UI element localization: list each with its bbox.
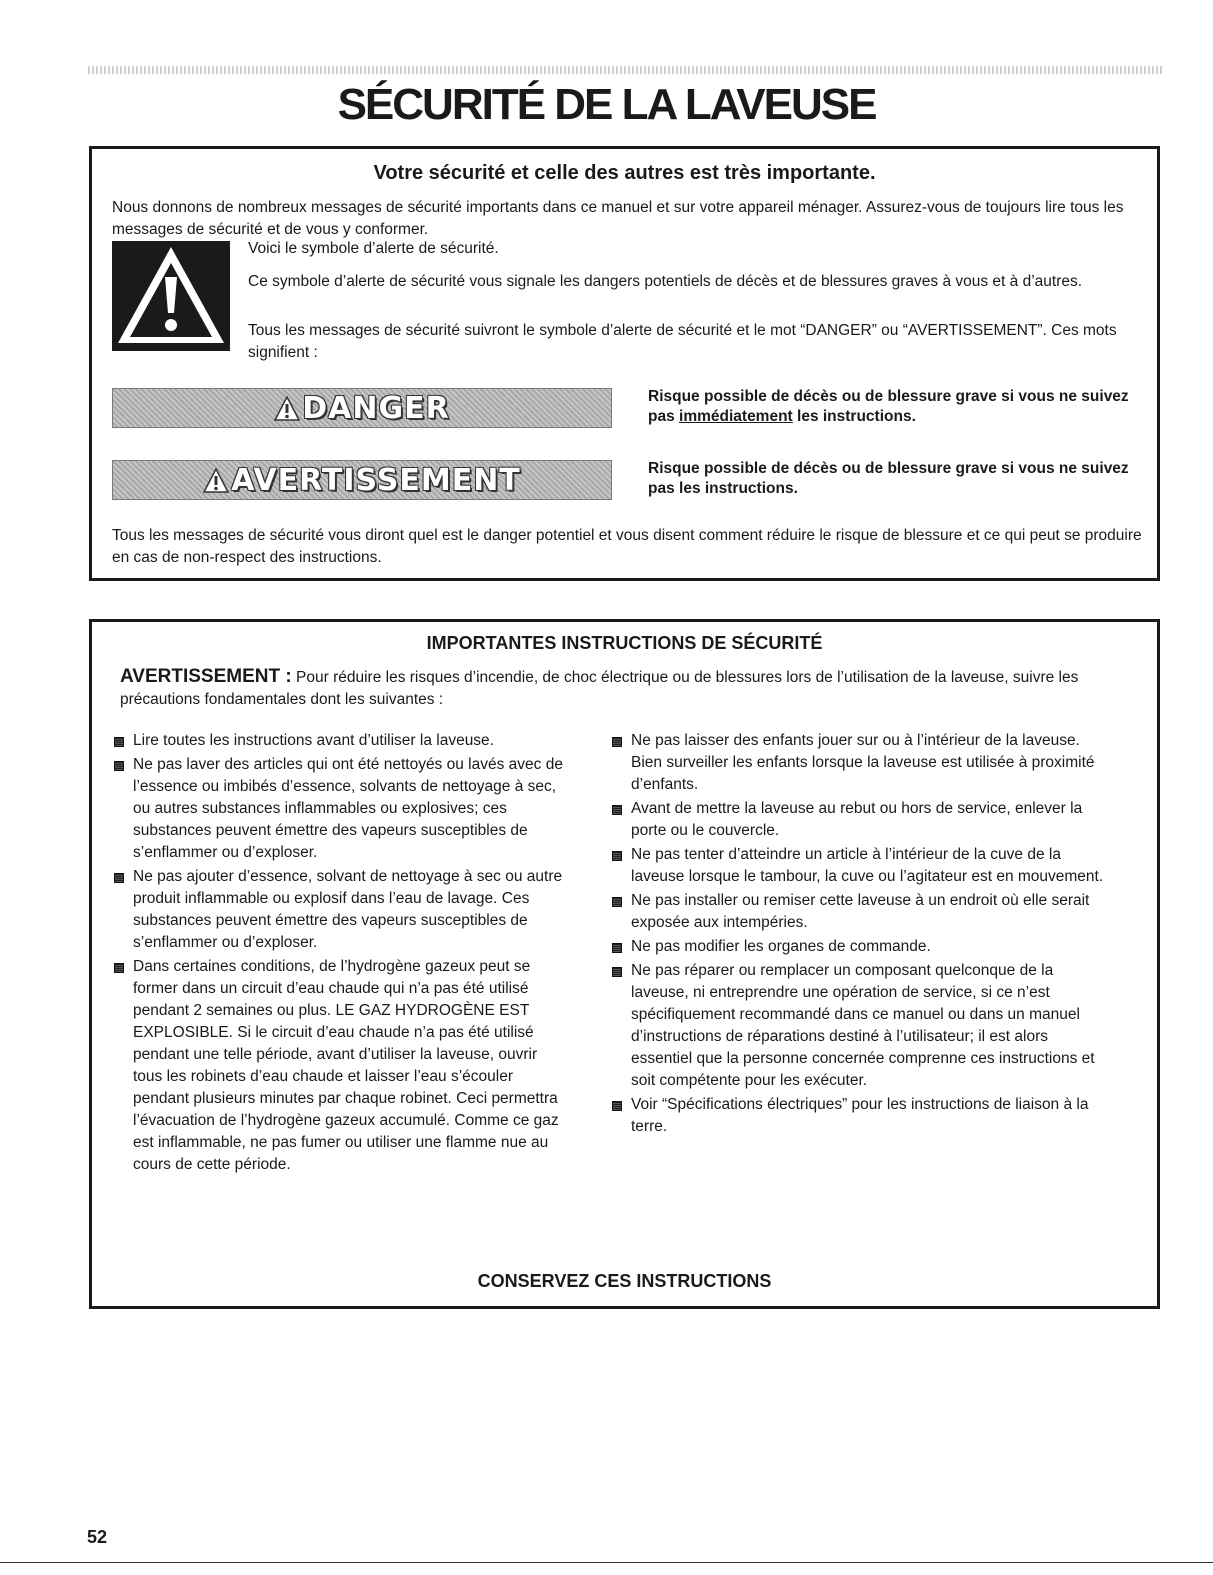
- instructions-left-list: [112, 730, 564, 1178]
- warning-triangle-icon: [203, 468, 229, 494]
- danger-label: DANGER: [302, 390, 450, 426]
- square-bullet-icon: [612, 967, 622, 977]
- list-item: Ne pas laver des articles qui ont été nettoyés ou lavés avec de l’essence ou imbibés d’essence, solvants de nettoyage à sec, ou autres substances inflammables ou explosives; ces substances peuvent émettre des vapeurs susceptibles de s’enflammer ou d’exploser.: [112, 754, 564, 864]
- list-item: Dans certaines conditions, de l’hydrogène gazeux peut se former dans un circuit d’eau chaude qui n’a pas été utilisé pendant 2 semaines ou plus. LE GAZ HYDROGÈNE EST EXPLOSIBLE. Si le circuit d’eau chaude n’a pas été utilisé pendant une telle période, avant d’utiliser la laveuse, ouvrir tous les robinets d’eau chaude et laisser l’eau s’écouler pendant plusieurs minutes par chaque robinet. Ceci permettra l’évacuation de l’hydrogène gazeux accumulé. Comme ce gaz est inflammable, ne pas fumer ou utiliser une flamme nue au cours de cette période.: [112, 956, 564, 1176]
- safety-heading: Votre sécurité et celle des autres est très importante.: [373, 162, 876, 184]
- square-bullet-icon: [612, 737, 622, 747]
- list-item: Ne pas laisser des enfants jouer sur ou à l’intérieur de la laveuse. Bien surveiller les enfants lorsque la laveuse est utilisée à proximité d’enfants.: [610, 730, 1110, 796]
- warning-label: AVERTISSEMENT: [231, 462, 521, 498]
- instructions-heading: IMPORTANTES INSTRUCTIONS DE SÉCURITÉ: [426, 633, 823, 653]
- safety-alert-symbol: [112, 241, 230, 351]
- header-rule: [88, 66, 1164, 74]
- warning-triangle-icon: [274, 396, 300, 422]
- warning-triangle-icon: [112, 241, 230, 351]
- safety-closing: Tous les messages de sécurité vous diront quel est le danger potentiel et vous disent comment réduire le risque de blessure et ce qui peut se produire en cas de non-respect des instructions.: [112, 527, 1142, 566]
- warning-lead: AVERTISSEMENT :: [120, 666, 292, 687]
- list-item: Voir “Spécifications électriques” pour les instructions de liaison à la terre.: [610, 1094, 1110, 1138]
- list-item: Lire toutes les instructions avant d’utiliser la laveuse.: [112, 730, 564, 752]
- instructions-warning: [120, 666, 1130, 711]
- square-bullet-icon: [612, 851, 622, 861]
- square-bullet-icon: [114, 737, 124, 747]
- safety-intro: Nous donnons de nombreux messages de sécurité importants dans ce manuel et sur votre appareil ménager. Assurez-vous de toujours lire tous les messages de sécurité et de vous y conformer.: [112, 199, 1124, 238]
- list-item: Ne pas modifier les organes de commande.: [610, 936, 1110, 958]
- square-bullet-icon: [114, 963, 124, 973]
- page-number: 52: [87, 1527, 108, 1547]
- warning-banner: [112, 460, 612, 500]
- square-bullet-icon: [612, 943, 622, 953]
- symbol-meaning: Ce symbole d’alerte de sécurité vous signale les dangers potentiels de décès et de blessures graves à vous et à d’autres.: [248, 273, 1083, 290]
- instructions-right-list: [610, 730, 1110, 1140]
- list-item: Avant de mettre la laveuse au rebut ou hors de service, enlever la porte ou le couvercle.: [610, 798, 1110, 842]
- page-title: SÉCURITÉ DE LA LAVEUSE: [337, 80, 876, 129]
- square-bullet-icon: [114, 873, 124, 883]
- warning-definition: Risque possible de décès ou de blessure grave si vous ne suivez pas les instructions.: [648, 460, 1129, 497]
- emphasis-immediately: immédiatement: [679, 408, 793, 425]
- list-item: Ne pas ajouter d’essence, solvant de nettoyage à sec ou autre produit inflammable ou explosif dans l’eau de lavage. Ces substances peuvent émettre des vapeurs susceptibles de s’enflammer ou d’exploser.: [112, 866, 564, 954]
- list-item: Ne pas tenter d’atteindre un article à l’intérieur de la cuve de la laveuse lorsque le tambour, la cuve ou l’agitateur est en mouvement.: [610, 844, 1110, 888]
- signal-words-intro: Tous les messages de sécurité suivront le symbole d’alerte de sécurité et le mot “DANGER” ou “AVERTISSEMENT”. Ces mots signifient :: [248, 322, 1117, 361]
- footer-rule: [0, 1562, 1213, 1563]
- symbol-definition: Voici le symbole d’alerte de sécurité.: [248, 240, 499, 257]
- safety-alert-box: [89, 146, 1160, 581]
- square-bullet-icon: [612, 1101, 622, 1111]
- danger-banner: [112, 388, 612, 428]
- warning-body: Pour réduire les risques d’incendie, de choc électrique ou de blessures lors de l’utilisation de la laveuse, suivre les précautions fondamentales dont les suivantes :: [120, 669, 1079, 708]
- list-item: Ne pas installer ou remiser cette laveuse à un endroit où elle serait exposée aux intempéries.: [610, 890, 1110, 934]
- save-instructions-footer: CONSERVEZ CES INSTRUCTIONS: [477, 1271, 772, 1291]
- square-bullet-icon: [612, 805, 622, 815]
- list-item: Ne pas réparer ou remplacer un composant quelconque de la laveuse, ni entreprendre une opération de service, si ce n’est spécifiquement recommandé dans ce manuel ou dans un manuel d’instructions de réparations destiné à l’utilisateur; il est alors essentiel que la personne concernée comprenne ces instructions et soit compétente pour les exécuter.: [610, 960, 1110, 1092]
- square-bullet-icon: [612, 897, 622, 907]
- important-instructions-box: [89, 619, 1160, 1309]
- danger-definition: Risque possible de décès ou de blessure grave si vous ne suivez pas immédiatement les instructions.: [648, 388, 1129, 425]
- square-bullet-icon: [114, 761, 124, 771]
